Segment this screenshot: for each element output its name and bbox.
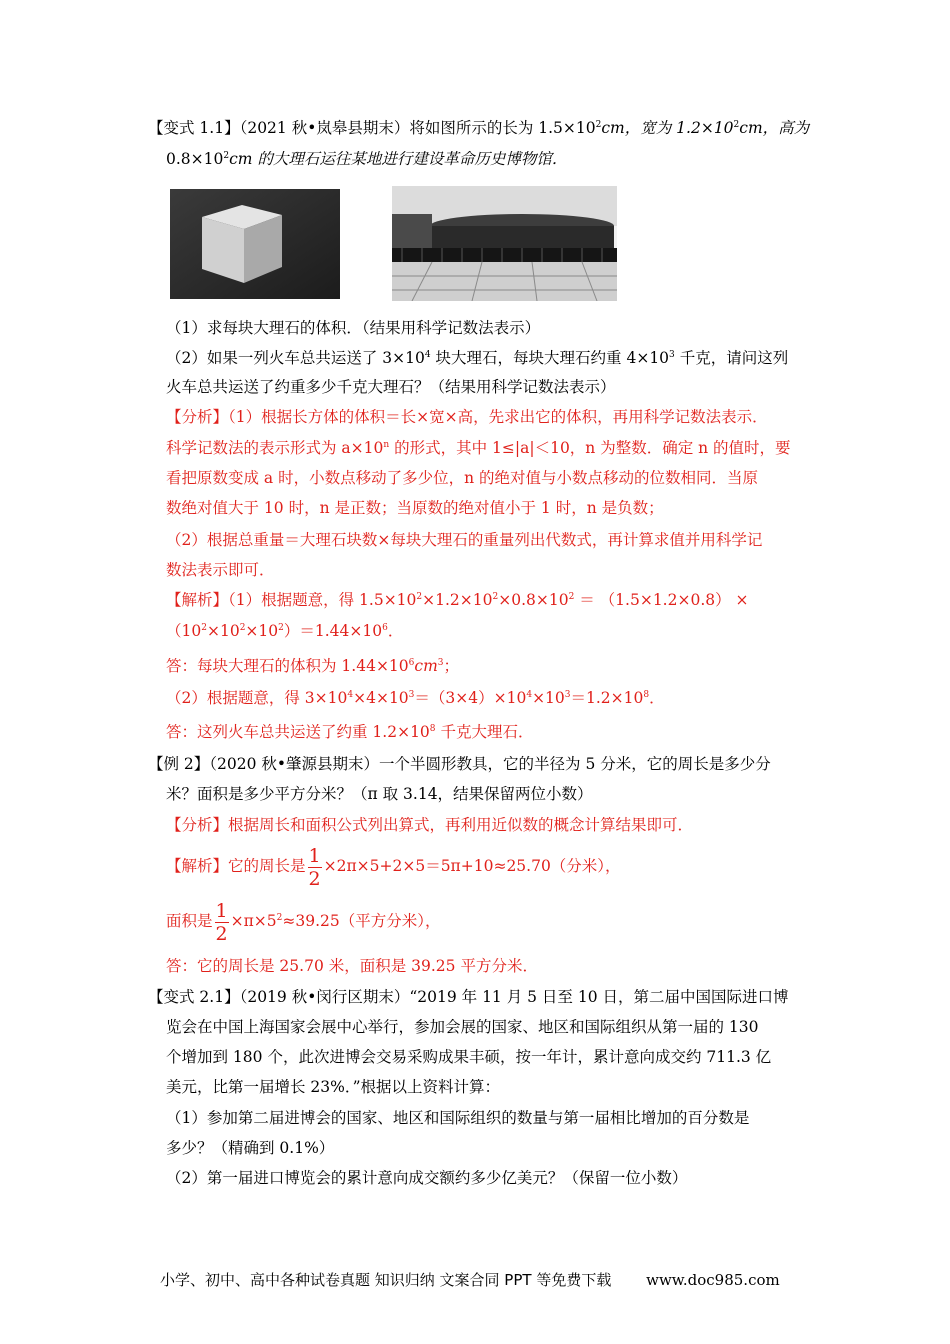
problem-v21-line4: 美元，比第一届增长 23%．”根据以上资料计算： <box>166 1078 501 1096</box>
analysis-line3: 看把原数变成 a 时，小数点移动了多少位，n 的绝对值与小数点移动的位数相同．当原 <box>166 469 759 487</box>
solution-line2: $(10^2\times 10^2\times 10^2)=1.44\times 10^6$． <box>166 622 404 640</box>
problem-v21-line1: 【变式 2.1】（2019 秋•闵行区期末）“2019 年 11 月 5 日至 10 日，第二届中国国际进口博 <box>148 988 789 1006</box>
example2-analysis: 【分析】根据周长和面积公式列出算式，再利用近似数的概念计算结果即可． <box>166 816 694 834</box>
question-2-line2: 火车总共运送了约重多少千克大理石？（结果用科学记数法表示） <box>166 378 616 396</box>
footer-text: 小学、初中、高中各种试卷真题 知识归纳 文案合同 PPT 等免费下载 <box>160 1271 612 1289</box>
analysis-line1: 【分析】（1）根据长方体的体积＝长×宽×高，先求出它的体积，再用科学记数法表示． <box>166 408 768 426</box>
footer-url[interactable]: www.doc985.com <box>646 1271 780 1289</box>
marble-cube-image <box>170 189 340 299</box>
problem-v11-line2: $0.8\times 10^2cm$ 的大理石运往某地进行建设革命历史博物馆． <box>166 150 568 168</box>
solution-answer1: 答：每块大理石的体积为 $1.44\times 10^6cm^3$； <box>166 657 460 675</box>
problem-v21-q1-line1: （1）参加第二届进博会的国家、地区和国际组织的数量与第一届相比增加的百分数是 <box>166 1109 750 1127</box>
example2-area: 面积是 $\frac{1}{2}$ $\times\pi\times 5^2\approx 39.25$（平方分米）， <box>166 899 441 945</box>
example2-line2: 米？面积是多少平方分米？（π 取 3.14，结果保留两位小数） <box>166 785 593 803</box>
solution-line3: （2）根据题意，得 $3\times 10^4\times 4\times 10^3=(3\times 4)\times 10^4\times 10^3=1.2\times 10^8$． <box>166 689 665 707</box>
museum-photo-image <box>392 186 617 301</box>
analysis-line5: （2）根据总重量＝大理石块数×每块大理石的重量列出代数式，再计算求值并用科学记 <box>166 531 763 549</box>
analysis-line2: 科学记数法的表示形式为 $a\times 10^n$ 的形式，其中 1≤|a|＜10，n 为整数．确定 n 的值时，要 <box>166 439 791 457</box>
fraction-half: $\frac{1}{2}$ <box>215 899 228 945</box>
question-1: （1）求每块大理石的体积．（结果用科学记数法表示） <box>166 319 541 337</box>
problem-v21-line2: 览会在中国上海国家会展中心举行，参加会展的国家、地区和国际组织从第一届的 130 <box>166 1018 759 1036</box>
page-footer <box>160 1269 780 1290</box>
example2-answer: 答：它的周长是 25.70 米，面积是 39.25 平方分米． <box>166 957 538 975</box>
analysis-line4: 数绝对值大于 10 时，n 是正数；当原数的绝对值小于 1 时，n 是负数； <box>166 499 664 517</box>
solution-line1: 【解析】（1）根据题意，得 $1.5\times 10^2\times 1.2\times 10^2\times 0.8\times 10^2 = (1.5\times 1.2\times 0.8)$ × <box>166 591 749 609</box>
question-2-line1: （2）如果一列火车总共运送了 $3\times 10^4$ 块大理石，每块大理石约重 $4\times 10^3$ 千克，请问这列 <box>166 349 789 367</box>
problem-v21-line3: 个增加到 180 个，此次进博会交易采购成果丰硕，按一年计，累计意向成交约 711.3 亿 <box>166 1048 772 1066</box>
analysis-line6: 数法表示即可． <box>166 561 275 579</box>
example2-perimeter: 【解析】它的周长是 $\frac{1}{2}$ ×2π×5+2×5＝5π+10≈25.70（分米）， <box>166 844 621 890</box>
solution-answer2: 答：这列火车总共运送了约重 $1.2\times 10^8$ 千克大理石． <box>166 723 534 741</box>
example2-line1: 【例 2】（2020 秋•肇源县期末）一个半圆形教具，它的半径为 5 分米，它的周长是多少分 <box>148 755 771 773</box>
problem-v21-q1-line2: 多少？（精确到 0.1%） <box>166 1139 335 1157</box>
problem-v21-q2: （2）第一届进口博览会的累计意向成交额约多少亿美元？（保留一位小数） <box>166 1169 688 1187</box>
problem-v11-line1: 【变式 1.1】（2021 秋•岚皋县期末）将如图所示的长为 $1.5\times 10^2cm$，宽为 $1.2\times 10^2cm$，高为 <box>148 119 810 137</box>
fraction-half: $\frac{1}{2}$ <box>308 844 321 890</box>
